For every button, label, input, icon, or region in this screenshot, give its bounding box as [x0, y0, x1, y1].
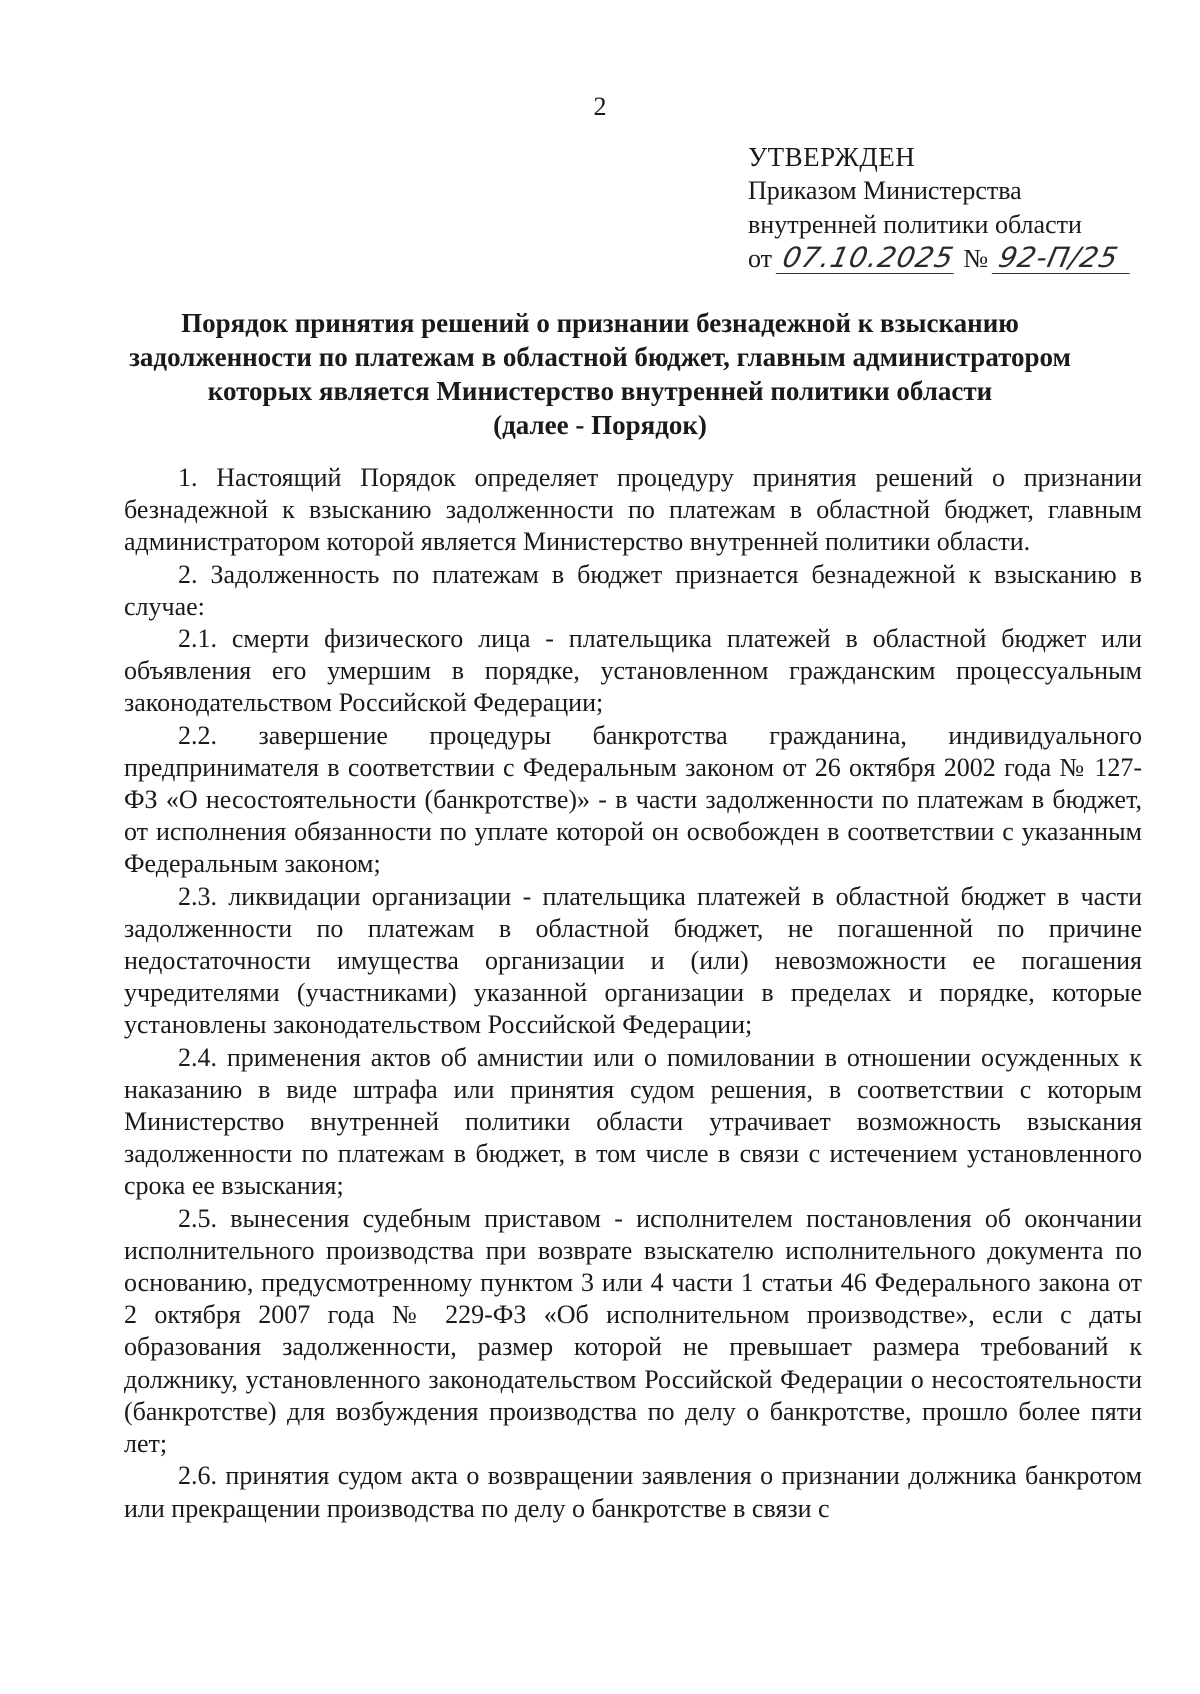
number-label: № [963, 244, 989, 273]
title-line-2: задолженности по платежам в областной бюджет, главным администратором [129, 342, 1071, 372]
approval-stamp-block [748, 140, 1168, 276]
paragraph-2: 2. Задолженность по платежам в бюджет признается безнадежной к взысканию в случае: [124, 559, 1142, 621]
from-label: от [748, 244, 773, 273]
handwritten-order-number: 92-П/25 [991, 243, 1136, 274]
paragraph-2-1: 2.1. смерти физического лица - плательщика платежей в областной бюджет или объявления его умершим в порядке, установленном гражданским процессуальным законодательством Российской Федерации; [124, 624, 1142, 718]
paragraph-2-3: 2.3. ликвидации организации - плательщика платежей в областной бюджет в части задолженности по платежам в областной бюджет, не погашенной по причине недостаточности имущества организации и (или) невозможности ее погашения учредителями (участниками) указанной организации в пределах и порядке, которые установлены законодательством Российской Федерации; [124, 881, 1142, 1040]
paragraph-2-4: 2.4. применения актов об амнистии или о помиловании в отношении осужденных к наказанию в виде штрафа или принятия судом решения, в соответствии с которым Министерство внутренней политики области утрачивает возможность взыскания задолженности по платежам в бюджет, в том числе в связи с истечением установленного срока ее взыскания; [124, 1042, 1142, 1201]
paragraph-2-2: 2.2. завершение процедуры банкротства гражданина, индивидуального предпринимателя в соответствии с Федеральным законом от 26 октября 2002 года № 127-ФЗ «О несостоятельности (банкротстве)» - в части задолженности по платежам в бюджет, от исполнения обязанности по уплате которой он освобожден в соответствии с указанным Федеральным законом; [124, 720, 1142, 879]
document-title [100, 306, 1100, 442]
paragraph-1: 1. Настоящий Порядок определяет процедуру принятия решений о признании безнадежной к взысканию задолженности по платежам в областной бюджет, главным администратором которой является Министерство внутренней политики области. [124, 463, 1142, 557]
title-line-1: Порядок принятия решений о признании безнадежной к взысканию [181, 308, 1019, 338]
approval-line-2: внутренней политики области [748, 210, 1082, 239]
document-body [124, 462, 1142, 1525]
title-line-4: (далее - Порядок) [493, 410, 707, 440]
approval-line-1: Приказом Министерства [748, 176, 1022, 205]
paragraph-2-5: 2.5. вынесения судебным приставом - исполнителем постановления об окончании исполнительного производства при возврате взыскателю исполнительного документа по основанию, предусмотренному пунктом 3 или 4 части 1 статьи 46 Федерального закона от 2 октября 2007 года № 229-ФЗ «Об исполнительном производстве», если с даты образования задолженности, размер которой не превышает размера требований к должнику, установленного законодательством Российской Федерации о несостоятельности (банкротстве) для возбуждения производства по делу о банкротстве, прошло более пяти лет; [124, 1203, 1142, 1459]
page-number: 2 [593, 92, 607, 121]
approval-date-number-line [748, 242, 1168, 276]
paragraph-2-6: 2.6. принятия судом акта о возвращении заявления о признании должника банкротом или прекращении производства по делу о банкротстве в связи с [124, 1461, 1142, 1523]
title-line-3: которых является Министерство внутренней политики области [207, 376, 993, 406]
approved-heading: УТВЕРЖДЕН [748, 142, 916, 172]
handwritten-date: 07.10.2025 [775, 243, 960, 274]
